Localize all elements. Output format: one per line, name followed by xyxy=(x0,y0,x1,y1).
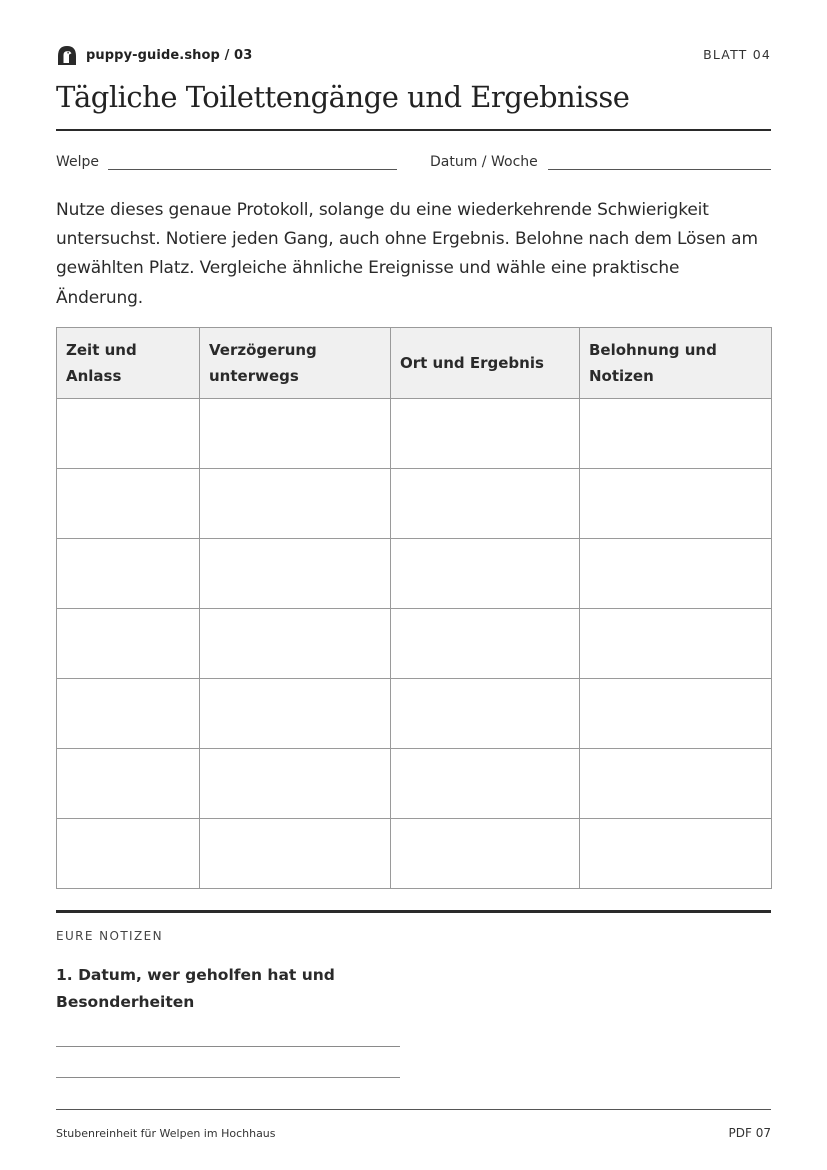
column-header: Belohnung und Notizen xyxy=(580,328,772,399)
table-row xyxy=(57,819,772,889)
table-cell[interactable] xyxy=(200,679,391,749)
title-divider xyxy=(56,129,771,131)
table-cell[interactable] xyxy=(200,539,391,609)
table-cell[interactable] xyxy=(580,469,772,539)
table-row xyxy=(57,469,772,539)
table-row xyxy=(57,609,772,679)
header-fields xyxy=(56,154,771,174)
brand-name: puppy-guide.shop / 03 xyxy=(86,47,253,63)
table-row xyxy=(57,539,772,609)
footer-title: Stubenreinheit für Welpen im Hochhaus xyxy=(56,1127,276,1140)
page-number: PDF 07 xyxy=(728,1126,771,1140)
table-row xyxy=(57,749,772,819)
notes-prompt: 1. Datum, wer geholfen hat und Besonderheiten xyxy=(56,966,335,1011)
table-cell[interactable] xyxy=(57,679,200,749)
table-cell[interactable] xyxy=(200,749,391,819)
table-cell[interactable] xyxy=(391,679,580,749)
table-cell[interactable] xyxy=(391,399,580,469)
table-cell[interactable] xyxy=(200,399,391,469)
notes-write-line[interactable] xyxy=(56,1046,400,1047)
table-cell[interactable] xyxy=(580,679,772,749)
table-cell[interactable] xyxy=(391,609,580,679)
table-cell[interactable] xyxy=(580,609,772,679)
table-cell[interactable] xyxy=(57,749,200,819)
page-title: Tägliche Toilettengänge und Ergebnisse xyxy=(56,80,630,114)
table-cell[interactable] xyxy=(580,819,772,889)
table-cell[interactable] xyxy=(57,469,200,539)
column-header: Zeit und Anlass xyxy=(57,328,200,399)
table-cell[interactable] xyxy=(200,819,391,889)
sheet-number: BLATT 04 xyxy=(703,47,771,62)
date-field[interactable] xyxy=(548,169,771,170)
intro-text: Nutze dieses genaue Protokoll, solange du eine wiederkehrende Schwierigkeit untersuchst. Notiere jeden Gang, auch ohne Ergebnis. Belohne nach dem Lösen am gewählten Platz. Vergleiche ähnliche Ereignisse und wähle eine praktische Änderung. xyxy=(56,200,758,308)
table-cell[interactable] xyxy=(57,539,200,609)
table-cell[interactable] xyxy=(391,819,580,889)
page-header xyxy=(56,44,771,68)
table-cell[interactable] xyxy=(391,539,580,609)
table-cell[interactable] xyxy=(57,609,200,679)
table-row xyxy=(57,679,772,749)
notes-divider xyxy=(56,910,771,913)
table-cell[interactable] xyxy=(57,399,200,469)
table-cell[interactable] xyxy=(580,539,772,609)
table-cell[interactable] xyxy=(200,469,391,539)
date-label: Datum / Woche xyxy=(430,154,538,170)
table-cell[interactable] xyxy=(580,399,772,469)
table-cell[interactable] xyxy=(391,469,580,539)
dog-icon xyxy=(56,44,78,66)
table-cell[interactable] xyxy=(391,749,580,819)
brand xyxy=(56,44,252,66)
table-cell[interactable] xyxy=(57,819,200,889)
column-header: Verzögerung unterwegs xyxy=(200,328,391,399)
notes-heading: EURE NOTIZEN xyxy=(56,929,163,943)
puppy-label: Welpe xyxy=(56,154,100,170)
table-row xyxy=(57,399,772,469)
notes-write-line[interactable] xyxy=(56,1077,400,1078)
column-header: Ort und Ergebnis xyxy=(391,328,580,399)
puppy-field[interactable] xyxy=(108,169,397,170)
log-table xyxy=(56,327,772,889)
table-cell[interactable] xyxy=(580,749,772,819)
table-header-row xyxy=(57,328,772,399)
table-cell[interactable] xyxy=(200,609,391,679)
footer-divider xyxy=(56,1109,771,1110)
